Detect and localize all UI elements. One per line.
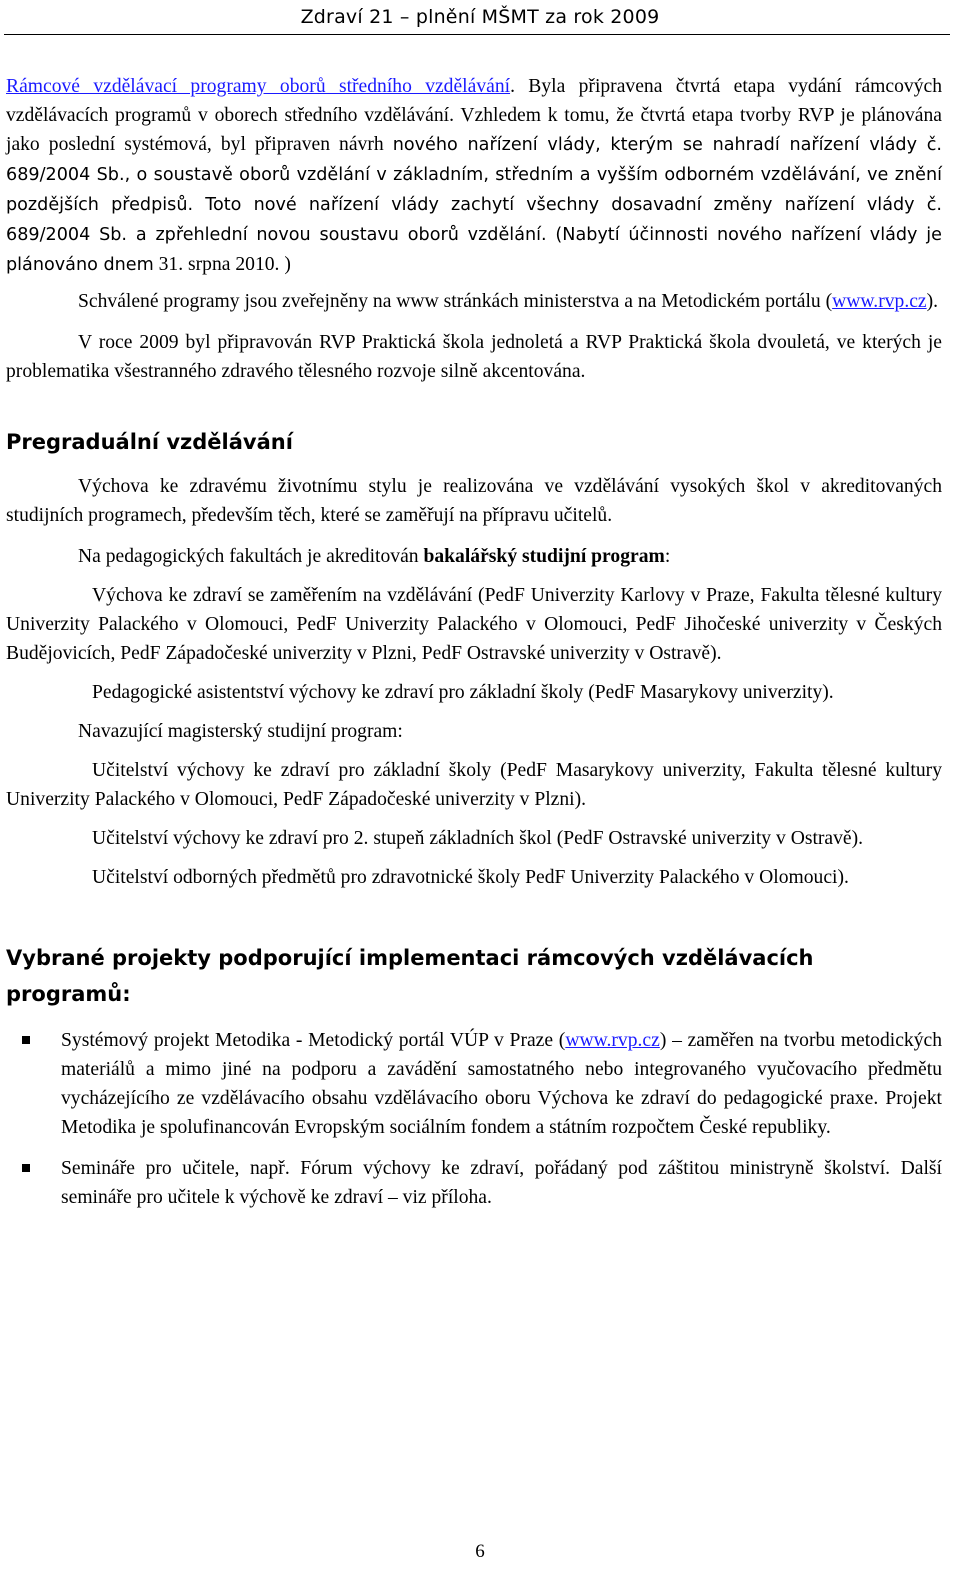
- projects-list: [6, 1026, 942, 1212]
- list-item: [6, 1026, 942, 1142]
- rvp-link[interactable]: Rámcové vzdělávací programy oborů středního vzdělávání: [6, 76, 511, 97]
- page-content: [6, 72, 942, 1212]
- page-number: 6: [475, 1541, 485, 1562]
- intro-paragraph-prakticka-skola: V roce 2009 byl připravován RVP Praktická škola jednoletá a RVP Praktická škola dvouletá, ve kterých je problematika všestranného zdravého tělesného rozvoje silně akcentována.: [6, 332, 942, 382]
- paragraph-ucitelstvi-zdravotnicke: Učitelství odborných předmětů pro zdravotnické školy PedF Univerzity Palackého v Olomouci).: [92, 867, 849, 888]
- paragraph-ucitelstvi-zs: Učitelství výchovy ke zdraví pro základní školy (PedF Masarykovy univerzity, Fakulta tělesné kultury Univerzity Palackého v Olomouci, PedF Západočeské univerzity v Plzni).: [6, 760, 942, 810]
- rvp-portal-link[interactable]: www.rvp.cz: [832, 291, 927, 312]
- section-heading-pregradualni: Pregraduální vzdělávání: [6, 430, 293, 454]
- metodika-portal-link[interactable]: www.rvp.cz: [565, 1030, 660, 1051]
- list-item: [6, 1154, 942, 1212]
- page-header: Zdraví 21 – plnění MŠMT za rok 2009: [300, 6, 660, 28]
- paragraph-magistersky-program: Navazující magisterský studijní program:: [78, 721, 403, 742]
- paragraph-ucitelstvi-2-stupen: Učitelství výchovy ke zdraví pro 2. stupeň základních škol (PedF Ostravské univerzity v Ostravě).: [92, 828, 864, 849]
- paragraph-asistentstvi: Pedagogické asistentství výchovy ke zdraví pro základní školy (PedF Masarykovy univerzity).: [92, 682, 834, 703]
- intro-paragraph-rvp: Rámcové vzdělávací programy oborů středního vzdělávání. Byla připravena čtvrtá etapa vydání rámcových vzdělávacích programů v oborech středního vzdělávání. Vzhledem k tomu, že čtvrtá etapa tvorby RVP je plánována jako poslední systémová, byl připraven návrh nového nařízení vlády, kterým se nahradí nařízení vlády č. 689/2004 Sb., o soustavě oborů vzdělání v základním, středním a vyšším odborném vzdělávání, ve znění pozdějších předpisů. Toto nové nařízení vlády zachytí všechny dosavadní změny nařízení vlády č. 689/2004 Sb. a zpřehlední novou soustavu oborů vzdělání. (Nabytí účinnosti nového nařízení vlády je plánováno dnem 31. srpna 2010. ): [6, 76, 942, 275]
- paragraph-bakalarsky-program: Na pedagogických fakultách je akreditován bakalářský studijní program:: [78, 546, 671, 567]
- paragraph-vychova-ke-zdravi: Výchova ke zdraví se zaměřením na vzdělávání (PedF Univerzity Karlovy v Praze, Fakulta tělesné kultury Univerzity Palackého v Olomouci, PedF Univerzity Palackého v Olomouci, PedF Jihočeské univerzity v Českých Budějovicích, PedF Západočeské univerzity v Plzni, PedF Ostravské univerzity v Ostravě).: [6, 585, 942, 664]
- project-seminare-text: Semináře pro učitele, např. Fórum výchovy ke zdraví, pořádaný pod záštitou ministryně školství. Další semináře pro učitele k výchově ke zdraví – viz příloha.: [61, 1158, 942, 1208]
- square-bullet-icon: [22, 1036, 30, 1044]
- intro-paragraph-portal: Schválené programy jsou zveřejněny na www stránkách ministerstva a na Metodickém portálu (www.rvp.cz).: [78, 291, 939, 312]
- header-divider: [4, 34, 950, 35]
- section-heading-projekty: Vybrané projekty podporující implementaci rámcových vzdělávacích programů:: [6, 946, 814, 1006]
- paragraph-vychova-zivotni-styl: Výchova ke zdravému životnímu stylu je realizována ve vzdělávání vysokých škol v akreditovaných studijních programech, především těch, které se zaměřují na přípravu učitelů.: [6, 476, 942, 526]
- project-metodika-text: Systémový projekt Metodika - Metodický portál VÚP v Praze (www.rvp.cz) – zaměřen na tvorbu metodických materiálů a mimo jiné na podporu a zavádění samostatného nebo integrovaného vyučovacího předmětu vycházejícího ze vzdělávacího obsahu vzdělávacího oboru Výchova ke zdraví do pedagogické praxe. Projekt Metodika je spolufinancován Evropským sociálním fondem a státním rozpočtem České republiky.: [61, 1030, 943, 1138]
- square-bullet-icon: [22, 1164, 30, 1172]
